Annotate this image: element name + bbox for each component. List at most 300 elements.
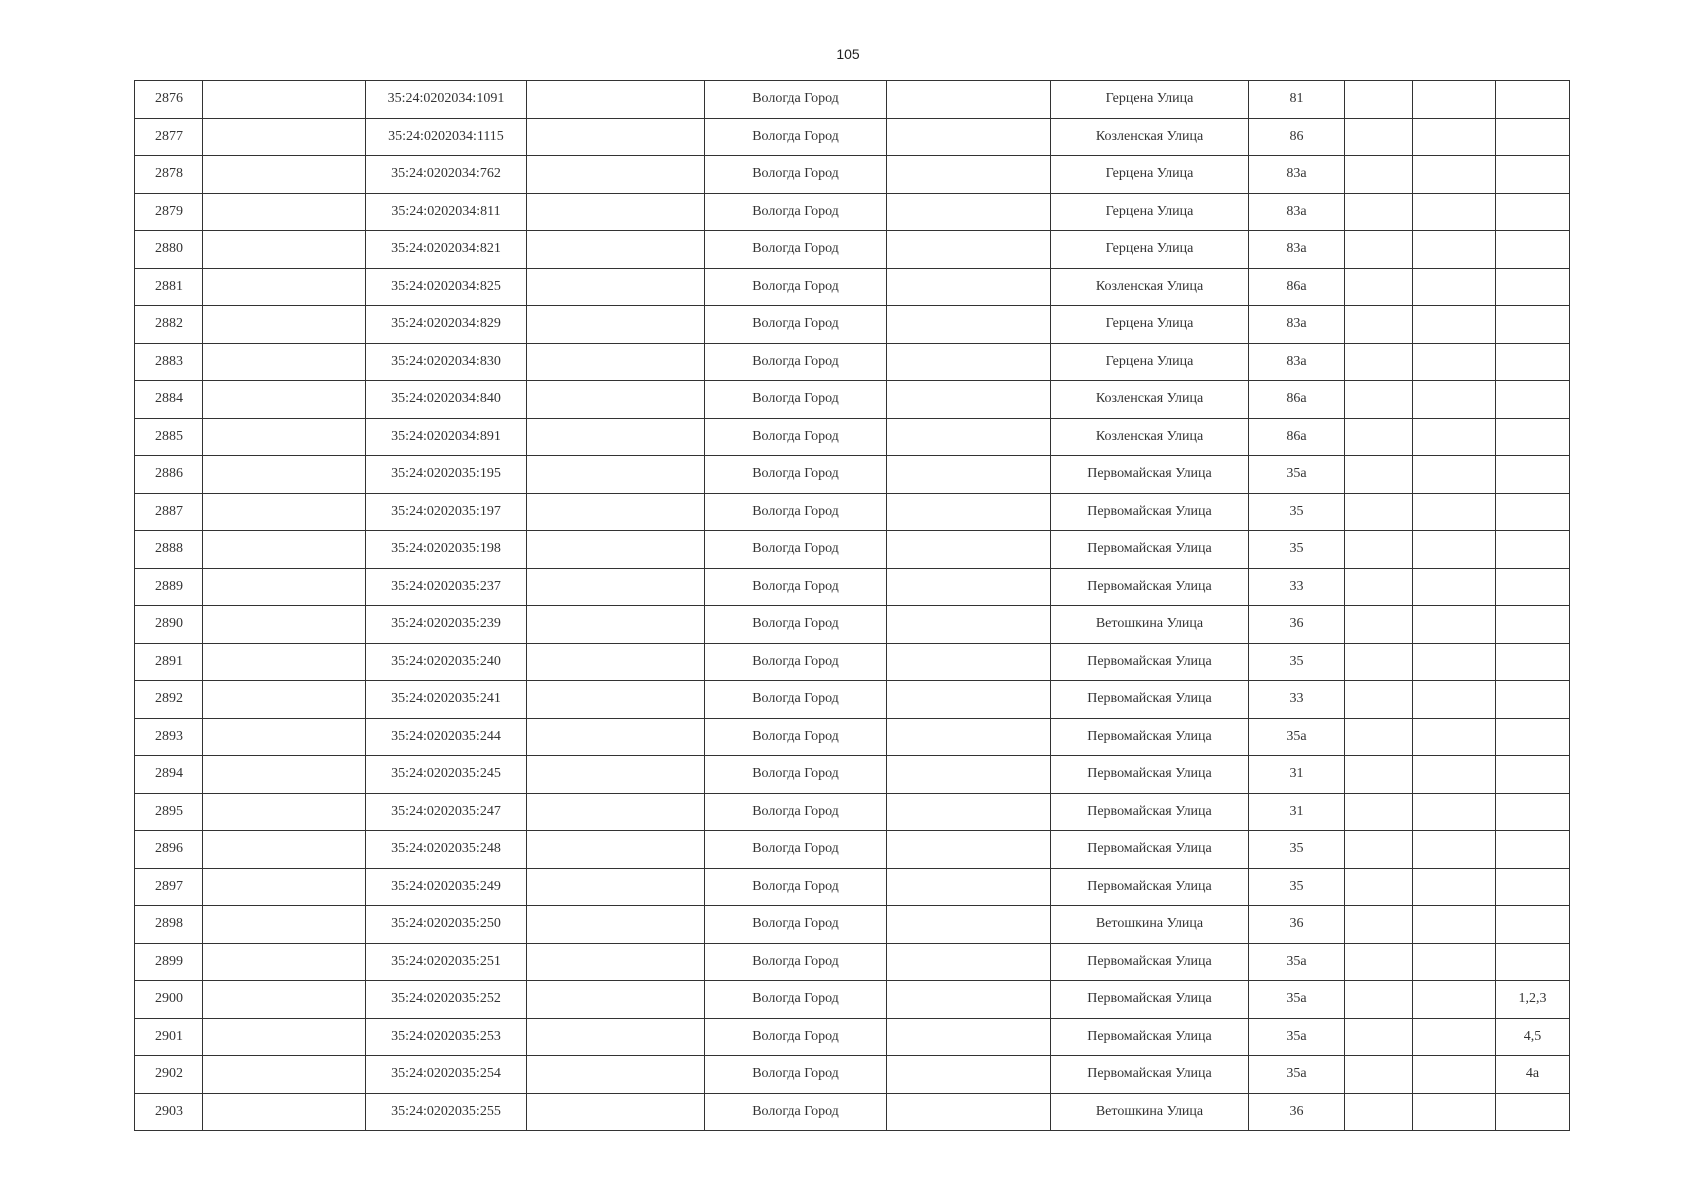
record-number-cell: 2898 xyxy=(135,906,203,944)
empty-cell xyxy=(203,493,366,531)
empty-cell xyxy=(527,793,705,831)
street-cell: Герцена Улица xyxy=(1051,343,1249,381)
house-number-cell: 35 xyxy=(1249,531,1345,569)
table-row xyxy=(135,81,1570,119)
empty-cell xyxy=(1413,418,1496,456)
empty-cell xyxy=(203,981,366,1019)
empty-cell xyxy=(887,268,1051,306)
room-numbers-cell xyxy=(1496,793,1570,831)
empty-cell xyxy=(1345,418,1413,456)
room-numbers-cell xyxy=(1496,943,1570,981)
house-number-cell: 35а xyxy=(1249,1056,1345,1094)
empty-cell xyxy=(203,906,366,944)
empty-cell xyxy=(203,643,366,681)
room-numbers-cell xyxy=(1496,456,1570,494)
empty-cell xyxy=(887,306,1051,344)
street-cell: Первомайская Улица xyxy=(1051,793,1249,831)
empty-cell xyxy=(1345,606,1413,644)
empty-cell xyxy=(887,906,1051,944)
table-row xyxy=(135,943,1570,981)
empty-cell xyxy=(887,718,1051,756)
room-numbers-cell xyxy=(1496,381,1570,419)
house-number-cell: 33 xyxy=(1249,568,1345,606)
empty-cell xyxy=(1413,1093,1496,1131)
table-row xyxy=(135,718,1570,756)
room-numbers-cell xyxy=(1496,568,1570,606)
empty-cell xyxy=(887,231,1051,269)
empty-cell xyxy=(1345,156,1413,194)
street-cell: Первомайская Улица xyxy=(1051,718,1249,756)
house-number-cell: 83а xyxy=(1249,306,1345,344)
table-row xyxy=(135,1018,1570,1056)
room-numbers-cell xyxy=(1496,643,1570,681)
city-cell: Вологда Город xyxy=(705,793,887,831)
empty-cell xyxy=(1345,568,1413,606)
cadastral-number-cell: 35:24:0202034:821 xyxy=(366,231,527,269)
street-cell: Первомайская Улица xyxy=(1051,943,1249,981)
table-row xyxy=(135,568,1570,606)
table-row xyxy=(135,531,1570,569)
empty-cell xyxy=(887,568,1051,606)
empty-cell xyxy=(1413,868,1496,906)
record-number-cell: 2903 xyxy=(135,1093,203,1131)
empty-cell xyxy=(203,231,366,269)
empty-cell xyxy=(1345,906,1413,944)
room-numbers-cell xyxy=(1496,868,1570,906)
empty-cell xyxy=(887,118,1051,156)
house-number-cell: 31 xyxy=(1249,756,1345,794)
empty-cell xyxy=(203,418,366,456)
table-row xyxy=(135,906,1570,944)
record-number-cell: 2894 xyxy=(135,756,203,794)
cadastral-number-cell: 35:24:0202034:891 xyxy=(366,418,527,456)
empty-cell xyxy=(887,1056,1051,1094)
empty-cell xyxy=(1413,193,1496,231)
record-number-cell: 2888 xyxy=(135,531,203,569)
table-row xyxy=(135,381,1570,419)
record-number-cell: 2902 xyxy=(135,1056,203,1094)
empty-cell xyxy=(527,268,705,306)
cadastral-number-cell: 35:24:0202034:825 xyxy=(366,268,527,306)
house-number-cell: 81 xyxy=(1249,81,1345,119)
empty-cell xyxy=(1345,681,1413,719)
city-cell: Вологда Город xyxy=(705,418,887,456)
street-cell: Первомайская Улица xyxy=(1051,643,1249,681)
empty-cell xyxy=(1413,756,1496,794)
city-cell: Вологда Город xyxy=(705,231,887,269)
empty-cell xyxy=(1413,681,1496,719)
city-cell: Вологда Город xyxy=(705,306,887,344)
street-cell: Герцена Улица xyxy=(1051,81,1249,119)
house-number-cell: 36 xyxy=(1249,906,1345,944)
table-row xyxy=(135,681,1570,719)
empty-cell xyxy=(527,606,705,644)
cadastral-number-cell: 35:24:0202035:249 xyxy=(366,868,527,906)
empty-cell xyxy=(1413,381,1496,419)
page-number: 105 xyxy=(836,46,860,62)
record-number-cell: 2885 xyxy=(135,418,203,456)
empty-cell xyxy=(527,531,705,569)
empty-cell xyxy=(203,456,366,494)
empty-cell xyxy=(203,568,366,606)
cadastral-number-cell: 35:24:0202035:237 xyxy=(366,568,527,606)
empty-cell xyxy=(527,418,705,456)
empty-cell xyxy=(1345,456,1413,494)
cadastral-number-cell: 35:24:0202034:811 xyxy=(366,193,527,231)
empty-cell xyxy=(203,793,366,831)
empty-cell xyxy=(887,943,1051,981)
street-cell: Первомайская Улица xyxy=(1051,756,1249,794)
room-numbers-cell xyxy=(1496,756,1570,794)
record-number-cell: 2896 xyxy=(135,831,203,869)
table-row xyxy=(135,156,1570,194)
empty-cell xyxy=(887,643,1051,681)
room-numbers-cell xyxy=(1496,718,1570,756)
house-number-cell: 35 xyxy=(1249,868,1345,906)
cadastral-number-cell: 35:24:0202034:762 xyxy=(366,156,527,194)
room-numbers-cell xyxy=(1496,493,1570,531)
house-number-cell: 83а xyxy=(1249,343,1345,381)
street-cell: Ветошкина Улица xyxy=(1051,1093,1249,1131)
room-numbers-cell xyxy=(1496,606,1570,644)
house-number-cell: 86а xyxy=(1249,381,1345,419)
street-cell: Первомайская Улица xyxy=(1051,493,1249,531)
empty-cell xyxy=(527,831,705,869)
empty-cell xyxy=(1413,943,1496,981)
house-number-cell: 36 xyxy=(1249,606,1345,644)
table-row xyxy=(135,793,1570,831)
house-number-cell: 31 xyxy=(1249,793,1345,831)
street-cell: Первомайская Улица xyxy=(1051,868,1249,906)
city-cell: Вологда Город xyxy=(705,118,887,156)
empty-cell xyxy=(527,156,705,194)
empty-cell xyxy=(1345,493,1413,531)
table-row xyxy=(135,643,1570,681)
street-cell: Герцена Улица xyxy=(1051,231,1249,269)
city-cell: Вологда Город xyxy=(705,718,887,756)
city-cell: Вологда Город xyxy=(705,643,887,681)
empty-cell xyxy=(887,756,1051,794)
empty-cell xyxy=(203,606,366,644)
street-cell: Козленская Улица xyxy=(1051,381,1249,419)
room-numbers-cell xyxy=(1496,193,1570,231)
cadastral-number-cell: 35:24:0202035:250 xyxy=(366,906,527,944)
cadastral-number-cell: 35:24:0202035:254 xyxy=(366,1056,527,1094)
record-number-cell: 2890 xyxy=(135,606,203,644)
table-row xyxy=(135,268,1570,306)
record-number-cell: 2899 xyxy=(135,943,203,981)
house-number-cell: 35а xyxy=(1249,943,1345,981)
cadastral-number-cell: 35:24:0202034:829 xyxy=(366,306,527,344)
empty-cell xyxy=(527,1056,705,1094)
room-numbers-cell xyxy=(1496,531,1570,569)
street-cell: Первомайская Улица xyxy=(1051,681,1249,719)
empty-cell xyxy=(887,531,1051,569)
empty-cell xyxy=(1345,793,1413,831)
empty-cell xyxy=(203,381,366,419)
table-row xyxy=(135,981,1570,1019)
empty-cell xyxy=(887,343,1051,381)
cadastral-number-cell: 35:24:0202035:245 xyxy=(366,756,527,794)
house-number-cell: 35 xyxy=(1249,831,1345,869)
empty-cell xyxy=(527,493,705,531)
empty-cell xyxy=(1345,756,1413,794)
empty-cell xyxy=(203,268,366,306)
record-number-cell: 2883 xyxy=(135,343,203,381)
empty-cell xyxy=(1345,981,1413,1019)
house-number-cell: 35 xyxy=(1249,643,1345,681)
empty-cell xyxy=(1345,343,1413,381)
empty-cell xyxy=(1413,568,1496,606)
empty-cell xyxy=(527,456,705,494)
empty-cell xyxy=(527,756,705,794)
empty-cell xyxy=(1413,118,1496,156)
house-number-cell: 35а xyxy=(1249,1018,1345,1056)
empty-cell xyxy=(1345,1093,1413,1131)
cadastral-number-cell: 35:24:0202035:253 xyxy=(366,1018,527,1056)
empty-cell xyxy=(1345,381,1413,419)
empty-cell xyxy=(887,681,1051,719)
empty-cell xyxy=(527,343,705,381)
empty-cell xyxy=(527,718,705,756)
city-cell: Вологда Город xyxy=(705,1093,887,1131)
empty-cell xyxy=(1413,456,1496,494)
room-numbers-cell xyxy=(1496,681,1570,719)
table-row xyxy=(135,118,1570,156)
house-number-cell: 35а xyxy=(1249,456,1345,494)
empty-cell xyxy=(887,493,1051,531)
table-row xyxy=(135,306,1570,344)
street-cell: Герцена Улица xyxy=(1051,156,1249,194)
cadastral-number-cell: 35:24:0202035:197 xyxy=(366,493,527,531)
record-number-cell: 2895 xyxy=(135,793,203,831)
cadastral-number-cell: 35:24:0202035:195 xyxy=(366,456,527,494)
city-cell: Вологда Город xyxy=(705,268,887,306)
empty-cell xyxy=(203,831,366,869)
city-cell: Вологда Город xyxy=(705,981,887,1019)
street-cell: Герцена Улица xyxy=(1051,193,1249,231)
record-number-cell: 2879 xyxy=(135,193,203,231)
city-cell: Вологда Город xyxy=(705,493,887,531)
empty-cell xyxy=(1413,606,1496,644)
house-number-cell: 83а xyxy=(1249,193,1345,231)
house-number-cell: 86а xyxy=(1249,418,1345,456)
cadastral-number-cell: 35:24:0202035:198 xyxy=(366,531,527,569)
empty-cell xyxy=(1413,831,1496,869)
empty-cell xyxy=(203,718,366,756)
room-numbers-cell xyxy=(1496,156,1570,194)
table-row xyxy=(135,456,1570,494)
empty-cell xyxy=(527,231,705,269)
table-row xyxy=(135,756,1570,794)
house-number-cell: 86 xyxy=(1249,118,1345,156)
house-number-cell: 83а xyxy=(1249,156,1345,194)
empty-cell xyxy=(887,156,1051,194)
room-numbers-cell xyxy=(1496,343,1570,381)
empty-cell xyxy=(527,906,705,944)
table-row xyxy=(135,1056,1570,1094)
room-numbers-cell xyxy=(1496,831,1570,869)
cadastral-number-cell: 35:24:0202035:239 xyxy=(366,606,527,644)
room-numbers-cell xyxy=(1496,418,1570,456)
empty-cell xyxy=(1413,1018,1496,1056)
city-cell: Вологда Город xyxy=(705,943,887,981)
record-number-cell: 2901 xyxy=(135,1018,203,1056)
street-cell: Первомайская Улица xyxy=(1051,1056,1249,1094)
empty-cell xyxy=(887,418,1051,456)
empty-cell xyxy=(887,831,1051,869)
empty-cell xyxy=(887,981,1051,1019)
record-number-cell: 2887 xyxy=(135,493,203,531)
empty-cell xyxy=(203,193,366,231)
empty-cell xyxy=(203,756,366,794)
record-number-cell: 2889 xyxy=(135,568,203,606)
empty-cell xyxy=(203,681,366,719)
empty-cell xyxy=(203,156,366,194)
empty-cell xyxy=(527,681,705,719)
empty-cell xyxy=(1413,268,1496,306)
registry-table xyxy=(134,80,1570,1131)
record-number-cell: 2881 xyxy=(135,268,203,306)
record-number-cell: 2877 xyxy=(135,118,203,156)
city-cell: Вологда Город xyxy=(705,156,887,194)
room-numbers-cell: 1,2,3 xyxy=(1496,981,1570,1019)
table-row xyxy=(135,606,1570,644)
street-cell: Первомайская Улица xyxy=(1051,1018,1249,1056)
house-number-cell: 35а xyxy=(1249,981,1345,1019)
house-number-cell: 36 xyxy=(1249,1093,1345,1131)
empty-cell xyxy=(1345,868,1413,906)
room-numbers-cell xyxy=(1496,231,1570,269)
empty-cell xyxy=(203,868,366,906)
house-number-cell: 35а xyxy=(1249,718,1345,756)
empty-cell xyxy=(1413,531,1496,569)
empty-cell xyxy=(887,793,1051,831)
cadastral-number-cell: 35:24:0202035:252 xyxy=(366,981,527,1019)
empty-cell xyxy=(1345,231,1413,269)
cadastral-number-cell: 35:24:0202035:247 xyxy=(366,793,527,831)
empty-cell xyxy=(1345,531,1413,569)
cadastral-number-cell: 35:24:0202035:251 xyxy=(366,943,527,981)
record-number-cell: 2900 xyxy=(135,981,203,1019)
empty-cell xyxy=(1413,643,1496,681)
empty-cell xyxy=(1413,156,1496,194)
table-row xyxy=(135,868,1570,906)
empty-cell xyxy=(527,118,705,156)
empty-cell xyxy=(527,568,705,606)
street-cell: Герцена Улица xyxy=(1051,306,1249,344)
city-cell: Вологда Город xyxy=(705,606,887,644)
registry-table-body xyxy=(135,81,1570,1131)
empty-cell xyxy=(203,1093,366,1131)
empty-cell xyxy=(887,868,1051,906)
street-cell: Ветошкина Улица xyxy=(1051,606,1249,644)
cadastral-number-cell: 35:24:0202035:255 xyxy=(366,1093,527,1131)
city-cell: Вологда Город xyxy=(705,568,887,606)
empty-cell xyxy=(1413,493,1496,531)
empty-cell xyxy=(1413,718,1496,756)
record-number-cell: 2893 xyxy=(135,718,203,756)
record-number-cell: 2876 xyxy=(135,81,203,119)
empty-cell xyxy=(887,456,1051,494)
empty-cell xyxy=(887,381,1051,419)
street-cell: Козленская Улица xyxy=(1051,418,1249,456)
room-numbers-cell xyxy=(1496,118,1570,156)
empty-cell xyxy=(1345,81,1413,119)
empty-cell xyxy=(527,943,705,981)
empty-cell xyxy=(203,343,366,381)
table-row xyxy=(135,343,1570,381)
empty-cell xyxy=(1345,943,1413,981)
city-cell: Вологда Город xyxy=(705,456,887,494)
empty-cell xyxy=(1345,306,1413,344)
street-cell: Первомайская Улица xyxy=(1051,568,1249,606)
room-numbers-cell xyxy=(1496,268,1570,306)
empty-cell xyxy=(203,1056,366,1094)
empty-cell xyxy=(1345,193,1413,231)
empty-cell xyxy=(203,1018,366,1056)
empty-cell xyxy=(1345,718,1413,756)
cadastral-number-cell: 35:24:0202034:830 xyxy=(366,343,527,381)
city-cell: Вологда Город xyxy=(705,868,887,906)
empty-cell xyxy=(1413,343,1496,381)
table-row xyxy=(135,1093,1570,1131)
empty-cell xyxy=(527,868,705,906)
city-cell: Вологда Город xyxy=(705,531,887,569)
empty-cell xyxy=(1413,906,1496,944)
empty-cell xyxy=(1413,231,1496,269)
empty-cell xyxy=(887,606,1051,644)
house-number-cell: 35 xyxy=(1249,493,1345,531)
empty-cell xyxy=(527,81,705,119)
record-number-cell: 2886 xyxy=(135,456,203,494)
city-cell: Вологда Город xyxy=(705,343,887,381)
city-cell: Вологда Город xyxy=(705,1056,887,1094)
table-row xyxy=(135,231,1570,269)
cadastral-number-cell: 35:24:0202035:241 xyxy=(366,681,527,719)
empty-cell xyxy=(203,306,366,344)
city-cell: Вологда Город xyxy=(705,831,887,869)
cadastral-number-cell: 35:24:0202034:1091 xyxy=(366,81,527,119)
empty-cell xyxy=(203,531,366,569)
city-cell: Вологда Город xyxy=(705,681,887,719)
city-cell: Вологда Город xyxy=(705,1018,887,1056)
empty-cell xyxy=(1345,831,1413,869)
empty-cell xyxy=(1413,81,1496,119)
empty-cell xyxy=(527,1093,705,1131)
record-number-cell: 2884 xyxy=(135,381,203,419)
table-row xyxy=(135,831,1570,869)
cadastral-number-cell: 35:24:0202034:1115 xyxy=(366,118,527,156)
table-row xyxy=(135,193,1570,231)
empty-cell xyxy=(203,943,366,981)
street-cell: Первомайская Улица xyxy=(1051,456,1249,494)
cadastral-number-cell: 35:24:0202035:244 xyxy=(366,718,527,756)
room-numbers-cell xyxy=(1496,1093,1570,1131)
record-number-cell: 2880 xyxy=(135,231,203,269)
street-cell: Первомайская Улица xyxy=(1051,531,1249,569)
city-cell: Вологда Город xyxy=(705,193,887,231)
cadastral-number-cell: 35:24:0202035:248 xyxy=(366,831,527,869)
street-cell: Козленская Улица xyxy=(1051,118,1249,156)
house-number-cell: 83а xyxy=(1249,231,1345,269)
room-numbers-cell xyxy=(1496,306,1570,344)
house-number-cell: 86а xyxy=(1249,268,1345,306)
record-number-cell: 2892 xyxy=(135,681,203,719)
empty-cell xyxy=(887,1093,1051,1131)
empty-cell xyxy=(527,193,705,231)
house-number-cell: 33 xyxy=(1249,681,1345,719)
